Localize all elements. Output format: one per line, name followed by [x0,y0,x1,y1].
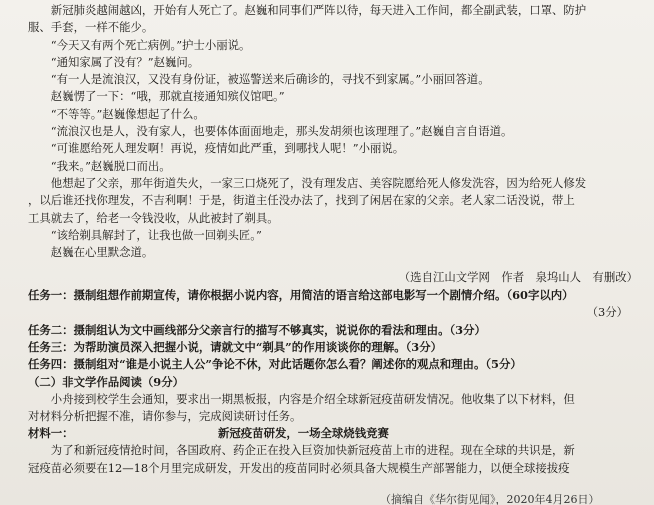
story-line: 他想起了父亲，那年街道失火，一家三口烧死了，没有理发店、美容院愿给死人修发洗容，因为给死人修发 [50,175,587,190]
material-title: 新冠疫苗研发，一场全球烧钱竞赛 [218,426,389,440]
story-line: 工具就去了，给老一令钱没收，从此被封了剃具。 [28,210,279,225]
story-line: “流浪汉也是人，没有家人，也要体体面面地走，那头发胡须也该理理了。”赵巍自言自语道。 [50,124,513,139]
source-attribution [28,269,646,286]
story-line: “可谁愿给死人理发啊！再说，疫情如此严重，到哪找人呢！”小丽说。 [50,141,405,156]
story-line: “有一人是流浪汉，又没有身份证，被巡警送来后确诊的，寻找不到家属。”小丽回答道。 [50,72,490,87]
section-intro [28,391,638,426]
task-text: 任务一：摄制组想作前期宣传，请你根据小说内容，用简洁的语言给这部电影写一个剧情介绍。（60字以内） [28,288,574,302]
story-line: 新冠肺炎越闹越凶，开始有人死亡了。赵巍和同事们严阵以待，每天进入工作间，都全副武装，口罩、防护 [50,3,587,17]
intro-line: 小舟接到校学生会通知，要求出一期黑板报，内容是介绍全球新冠疫苗研发情况。他收集了以下材料，但 [50,392,575,406]
task-list [28,287,638,373]
section-heading-text: （二）非文学作品阅读（9分） [28,375,185,389]
material-line: 为了和新冠疫情抢时间，各国政府、药企正在投入巨资加快新冠疫苗上市的进程。现在全球的共识是，新 [50,443,575,458]
material-one [28,425,638,477]
story-line: 赵巍愣了一下：“哦，那就直接通知殡仪馆吧。” [50,89,285,104]
intro-line: 对材料分析把握不准，请你参与，完成阅读研讨任务。 [28,409,302,424]
material-line: 冠疫苗必须要在12—18个月里完成研发，开发出的疫苗同时必须具备大规模生产部署能力，以便全球接拔疫 [28,460,570,475]
task-points: （3分） [586,305,628,320]
task-item [28,304,638,321]
material-header [28,425,638,442]
material-source-footer: （摘编自《华尔街见闻》，2020年4月26日） [380,493,600,505]
task-text: 任务四：摄制组对“谁是小说主人公”争论不休，对此话题你怎么看？阐述你的观点和理由。（5分） [28,357,522,372]
task-item [28,287,638,304]
task-item [28,322,638,339]
story-line: “不等等。”赵巍像想起了什么。 [50,106,205,121]
story-line: “通知家属了没有？”赵巍问。 [50,54,200,69]
story-line: “我来。”赵巍脱口而出。 [50,158,171,173]
story-line: ，以后谁还找你理发，不吉利啊！于是，街道主任没办法了，找到了闲居在家的父亲。老人家二话没说，带上 [28,193,575,208]
task-text: 任务三：为帮助演员深入把握小说，请就文中“剃具”的作用谈谈你的理解。（3分） [28,339,443,354]
task-item [28,356,638,373]
story-line: 赵巍在心里默念道。 [50,245,154,260]
story-line: “该给剃具解封了，让我也做一回剃头匠。” [50,227,262,242]
story-line: 服、手套，一样不能少。 [28,20,154,35]
task-text: 任务二：摄制组认为文中画线部分父亲言行的描写不够真实，说说你的看法和理由。（3分） [28,322,486,337]
source-line: （选自江山文学网 作者 泉坞山人 有删改） [398,270,638,284]
material-label: 材料一： [28,426,74,440]
section-heading [28,374,638,391]
story-line: “今天又有两个死亡病例。”护士小丽说。 [50,37,251,52]
story-passage [28,2,638,261]
task-item [28,339,638,356]
